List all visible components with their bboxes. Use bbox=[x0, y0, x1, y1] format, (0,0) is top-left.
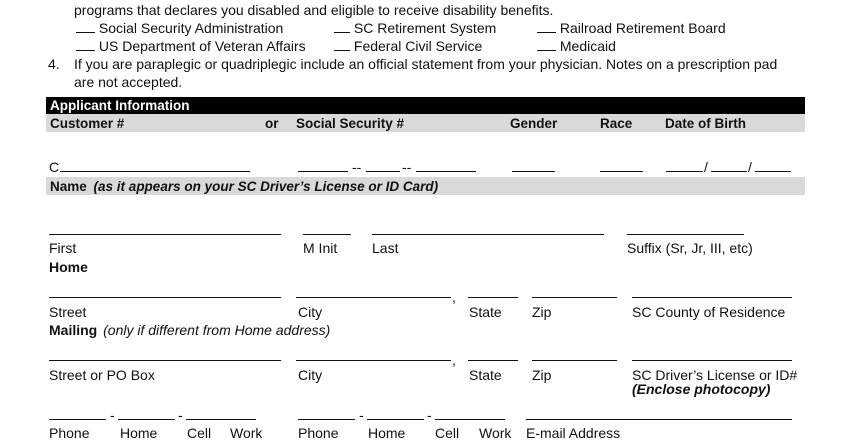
item4-text: If you are paraplegic or quadriplegic include an official statement from your physician. Notes on a prescription pad bbox=[74, 56, 778, 72]
or-header: or bbox=[265, 116, 279, 131]
name-heading bbox=[50, 180, 438, 194]
city-label: City bbox=[298, 304, 323, 320]
checkbox-blank[interactable] bbox=[76, 23, 95, 33]
phone-label: Phone bbox=[49, 425, 90, 441]
customer-number-field[interactable] bbox=[60, 171, 250, 172]
phone2-line-field[interactable] bbox=[435, 419, 505, 420]
checkbox-va[interactable] bbox=[76, 39, 306, 53]
mailing-zip-field[interactable] bbox=[532, 360, 617, 361]
home-zip-field[interactable] bbox=[532, 297, 617, 298]
checkbox-blank[interactable] bbox=[334, 41, 350, 51]
ssn-separator: -- bbox=[352, 159, 362, 175]
checkbox-medicaid[interactable] bbox=[537, 39, 616, 53]
phone2-prefix-field[interactable] bbox=[367, 419, 424, 420]
comma: , bbox=[452, 289, 456, 305]
mailing-street-field[interactable] bbox=[49, 360, 281, 361]
zip-label: Zip bbox=[532, 367, 552, 383]
cell-phone-label: Cell bbox=[435, 425, 460, 441]
option-label: Medicaid bbox=[559, 38, 616, 54]
gender-field[interactable] bbox=[512, 171, 555, 172]
license-field[interactable] bbox=[632, 360, 792, 361]
customer-header: Customer # bbox=[50, 116, 125, 131]
email-field[interactable] bbox=[526, 419, 792, 420]
checkbox-blank[interactable] bbox=[76, 41, 95, 51]
ssn-part1-field[interactable] bbox=[298, 171, 348, 172]
county-label: SC County of Residence bbox=[632, 304, 786, 320]
home-phone-label: Home bbox=[368, 425, 406, 441]
item4-text-cont: are not accepted. bbox=[74, 74, 183, 90]
race-field[interactable] bbox=[600, 171, 643, 172]
checkbox-ssa[interactable] bbox=[76, 21, 283, 35]
state-label: State bbox=[469, 304, 502, 320]
dob-header: Date of Birth bbox=[665, 116, 746, 131]
mailing-label: Mailing bbox=[49, 322, 98, 338]
first-name-field[interactable] bbox=[49, 234, 281, 235]
license-label: SC Driver’s License or ID# bbox=[632, 367, 798, 383]
phone1-prefix-field[interactable] bbox=[118, 419, 175, 420]
dob-separator: / bbox=[704, 159, 708, 175]
phone2-area-field[interactable] bbox=[298, 419, 355, 420]
gender-header: Gender bbox=[510, 116, 558, 131]
mailing-note: (only if different from Home address) bbox=[103, 322, 331, 338]
home-city-field[interactable] bbox=[296, 297, 451, 298]
email-label: E-mail Address bbox=[526, 425, 621, 441]
comma: , bbox=[452, 352, 456, 368]
phone1-area-field[interactable] bbox=[49, 419, 106, 420]
ssn-part3-field[interactable] bbox=[416, 171, 476, 172]
home-label: Home bbox=[49, 259, 88, 275]
mailing-city-field[interactable] bbox=[296, 360, 451, 361]
checkbox-federal-civil[interactable] bbox=[334, 39, 482, 53]
option-label: SC Retirement System bbox=[353, 20, 497, 36]
last-name-field[interactable] bbox=[372, 234, 604, 235]
ssn-header: Social Security # bbox=[296, 116, 405, 131]
phone-label: Phone bbox=[298, 425, 339, 441]
suffix-field[interactable] bbox=[627, 234, 744, 235]
home-state-field[interactable] bbox=[468, 297, 518, 298]
dob-separator: / bbox=[748, 159, 752, 175]
dob-year-field[interactable] bbox=[755, 171, 791, 172]
first-label: First bbox=[49, 240, 77, 256]
checkbox-blank[interactable] bbox=[537, 41, 556, 51]
home-street-field[interactable] bbox=[49, 297, 281, 298]
option-label: Social Security Administration bbox=[98, 20, 284, 36]
street-po-label: Street or PO Box bbox=[49, 367, 155, 383]
ssn-separator: -- bbox=[402, 159, 412, 175]
zip-label: Zip bbox=[532, 304, 552, 320]
state-label: State bbox=[469, 367, 502, 383]
section-title: Applicant Information bbox=[50, 98, 190, 113]
name-note: (as it appears on your SC Driver’s License or ID Card) bbox=[93, 179, 439, 194]
mailing-state-field[interactable] bbox=[468, 360, 518, 361]
m-init-label: M Init bbox=[303, 240, 338, 256]
checkbox-blank[interactable] bbox=[334, 23, 350, 33]
race-header: Race bbox=[600, 116, 633, 131]
middle-initial-field[interactable] bbox=[303, 234, 351, 235]
name-label: Name bbox=[50, 179, 87, 194]
phone-separator: - bbox=[359, 407, 364, 423]
enclose-note: (Enclose photocopy) bbox=[632, 381, 771, 397]
item-number: 4. bbox=[48, 56, 60, 72]
ssn-part2-field[interactable] bbox=[366, 171, 400, 172]
option-label: Railroad Retirement Board bbox=[559, 20, 726, 36]
dob-month-field[interactable] bbox=[666, 171, 703, 172]
phone-separator: - bbox=[110, 407, 115, 423]
street-label: Street bbox=[49, 304, 87, 320]
intro-line: programs that declares you disabled and eligible to receive disability benefits. bbox=[74, 2, 554, 18]
mailing-heading bbox=[49, 323, 330, 337]
checkbox-railroad[interactable] bbox=[537, 21, 726, 35]
work-phone-label: Work bbox=[230, 425, 263, 441]
dob-day-field[interactable] bbox=[711, 171, 747, 172]
customer-prefix: C bbox=[49, 159, 60, 175]
phone-separator: - bbox=[427, 407, 432, 423]
county-field[interactable] bbox=[632, 297, 792, 298]
option-label: Federal Civil Service bbox=[353, 38, 483, 54]
city-label: City bbox=[298, 367, 323, 383]
work-phone-label: Work bbox=[479, 425, 512, 441]
suffix-label: Suffix (Sr, Jr, III, etc) bbox=[627, 240, 753, 256]
phone-separator: - bbox=[178, 407, 183, 423]
cell-phone-label: Cell bbox=[187, 425, 212, 441]
home-phone-label: Home bbox=[120, 425, 158, 441]
last-label: Last bbox=[372, 240, 399, 256]
checkbox-sc-retirement[interactable] bbox=[334, 21, 496, 35]
phone1-line-field[interactable] bbox=[186, 419, 256, 420]
option-label: US Department of Veteran Affairs bbox=[98, 38, 306, 54]
checkbox-blank[interactable] bbox=[537, 23, 556, 33]
